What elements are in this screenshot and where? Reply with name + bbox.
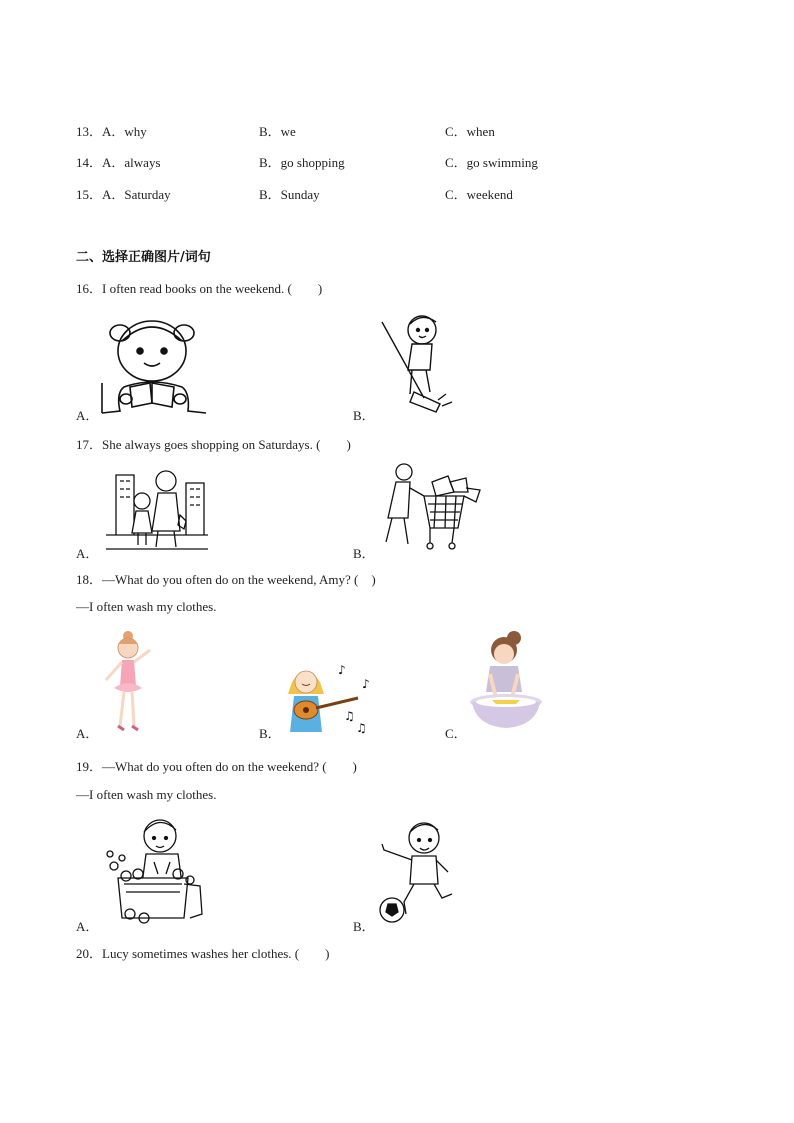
option-a: A．always	[102, 155, 161, 170]
option-label-b: B．	[259, 726, 281, 741]
option-label-b: B．	[353, 408, 375, 423]
svg-text:♫: ♫	[356, 721, 367, 735]
option-label-a: A．	[76, 546, 99, 561]
question-20: 20．Lucy sometimes washes her clothes. ( )	[76, 946, 330, 961]
option-c: C．when	[445, 124, 495, 139]
option-b: B．Sunday	[259, 187, 320, 202]
question-16: 16．I often read books on the weekend. ( )	[76, 281, 323, 296]
question-number: 14．	[76, 155, 103, 170]
section-heading: 二、选择正确图片/词句	[76, 250, 211, 265]
svg-text:♪: ♪	[338, 663, 346, 677]
option-b: B．we	[259, 124, 296, 139]
answer-19: —I often wash my clothes.	[76, 787, 217, 802]
question-19: 19．—What do you often do on the weekend? ( )	[76, 759, 357, 774]
option-row-13	[76, 121, 147, 140]
mother-daughter-shopping-image[interactable]	[106, 465, 208, 550]
option-label-b: B．	[353, 546, 375, 561]
girl-reading-book-image[interactable]	[102, 303, 207, 418]
boy-playing-football-image[interactable]	[376, 818, 456, 928]
option-a: A．why	[102, 124, 147, 139]
option-label-a: A．	[76, 919, 99, 934]
svg-text:♫: ♫	[344, 709, 355, 723]
question-18: 18．—What do you often do on the weekend, Amy? ( )	[76, 572, 376, 587]
question-17: 17．She always goes shopping on Saturdays. ( )	[76, 437, 351, 452]
option-row-14	[76, 152, 161, 171]
girl-playing-guitar-image[interactable]	[282, 660, 372, 736]
woman-with-shopping-cart-image[interactable]	[378, 462, 482, 552]
option-label-b: B．	[353, 919, 375, 934]
girl-washing-clothes-image[interactable]	[470, 630, 544, 736]
girl-sweeping-image[interactable]	[380, 308, 455, 416]
svg-text:♪: ♪	[362, 677, 370, 691]
option-label-c: C．	[445, 726, 467, 741]
question-number: 13．	[76, 124, 103, 139]
option-a: A．Saturday	[102, 187, 171, 202]
option-c: C．weekend	[445, 187, 513, 202]
option-label-a: A．	[76, 408, 99, 423]
answer-18: —I often wash my clothes.	[76, 599, 217, 614]
option-b: B．go shopping	[259, 155, 345, 170]
option-label-a: A．	[76, 726, 99, 741]
boy-washing-clothes-image[interactable]	[104, 814, 208, 926]
option-c: C．go swimming	[445, 155, 538, 170]
option-row-15	[76, 184, 171, 203]
question-number: 15．	[76, 187, 103, 202]
girl-dancing-ballet-image[interactable]	[100, 630, 160, 734]
